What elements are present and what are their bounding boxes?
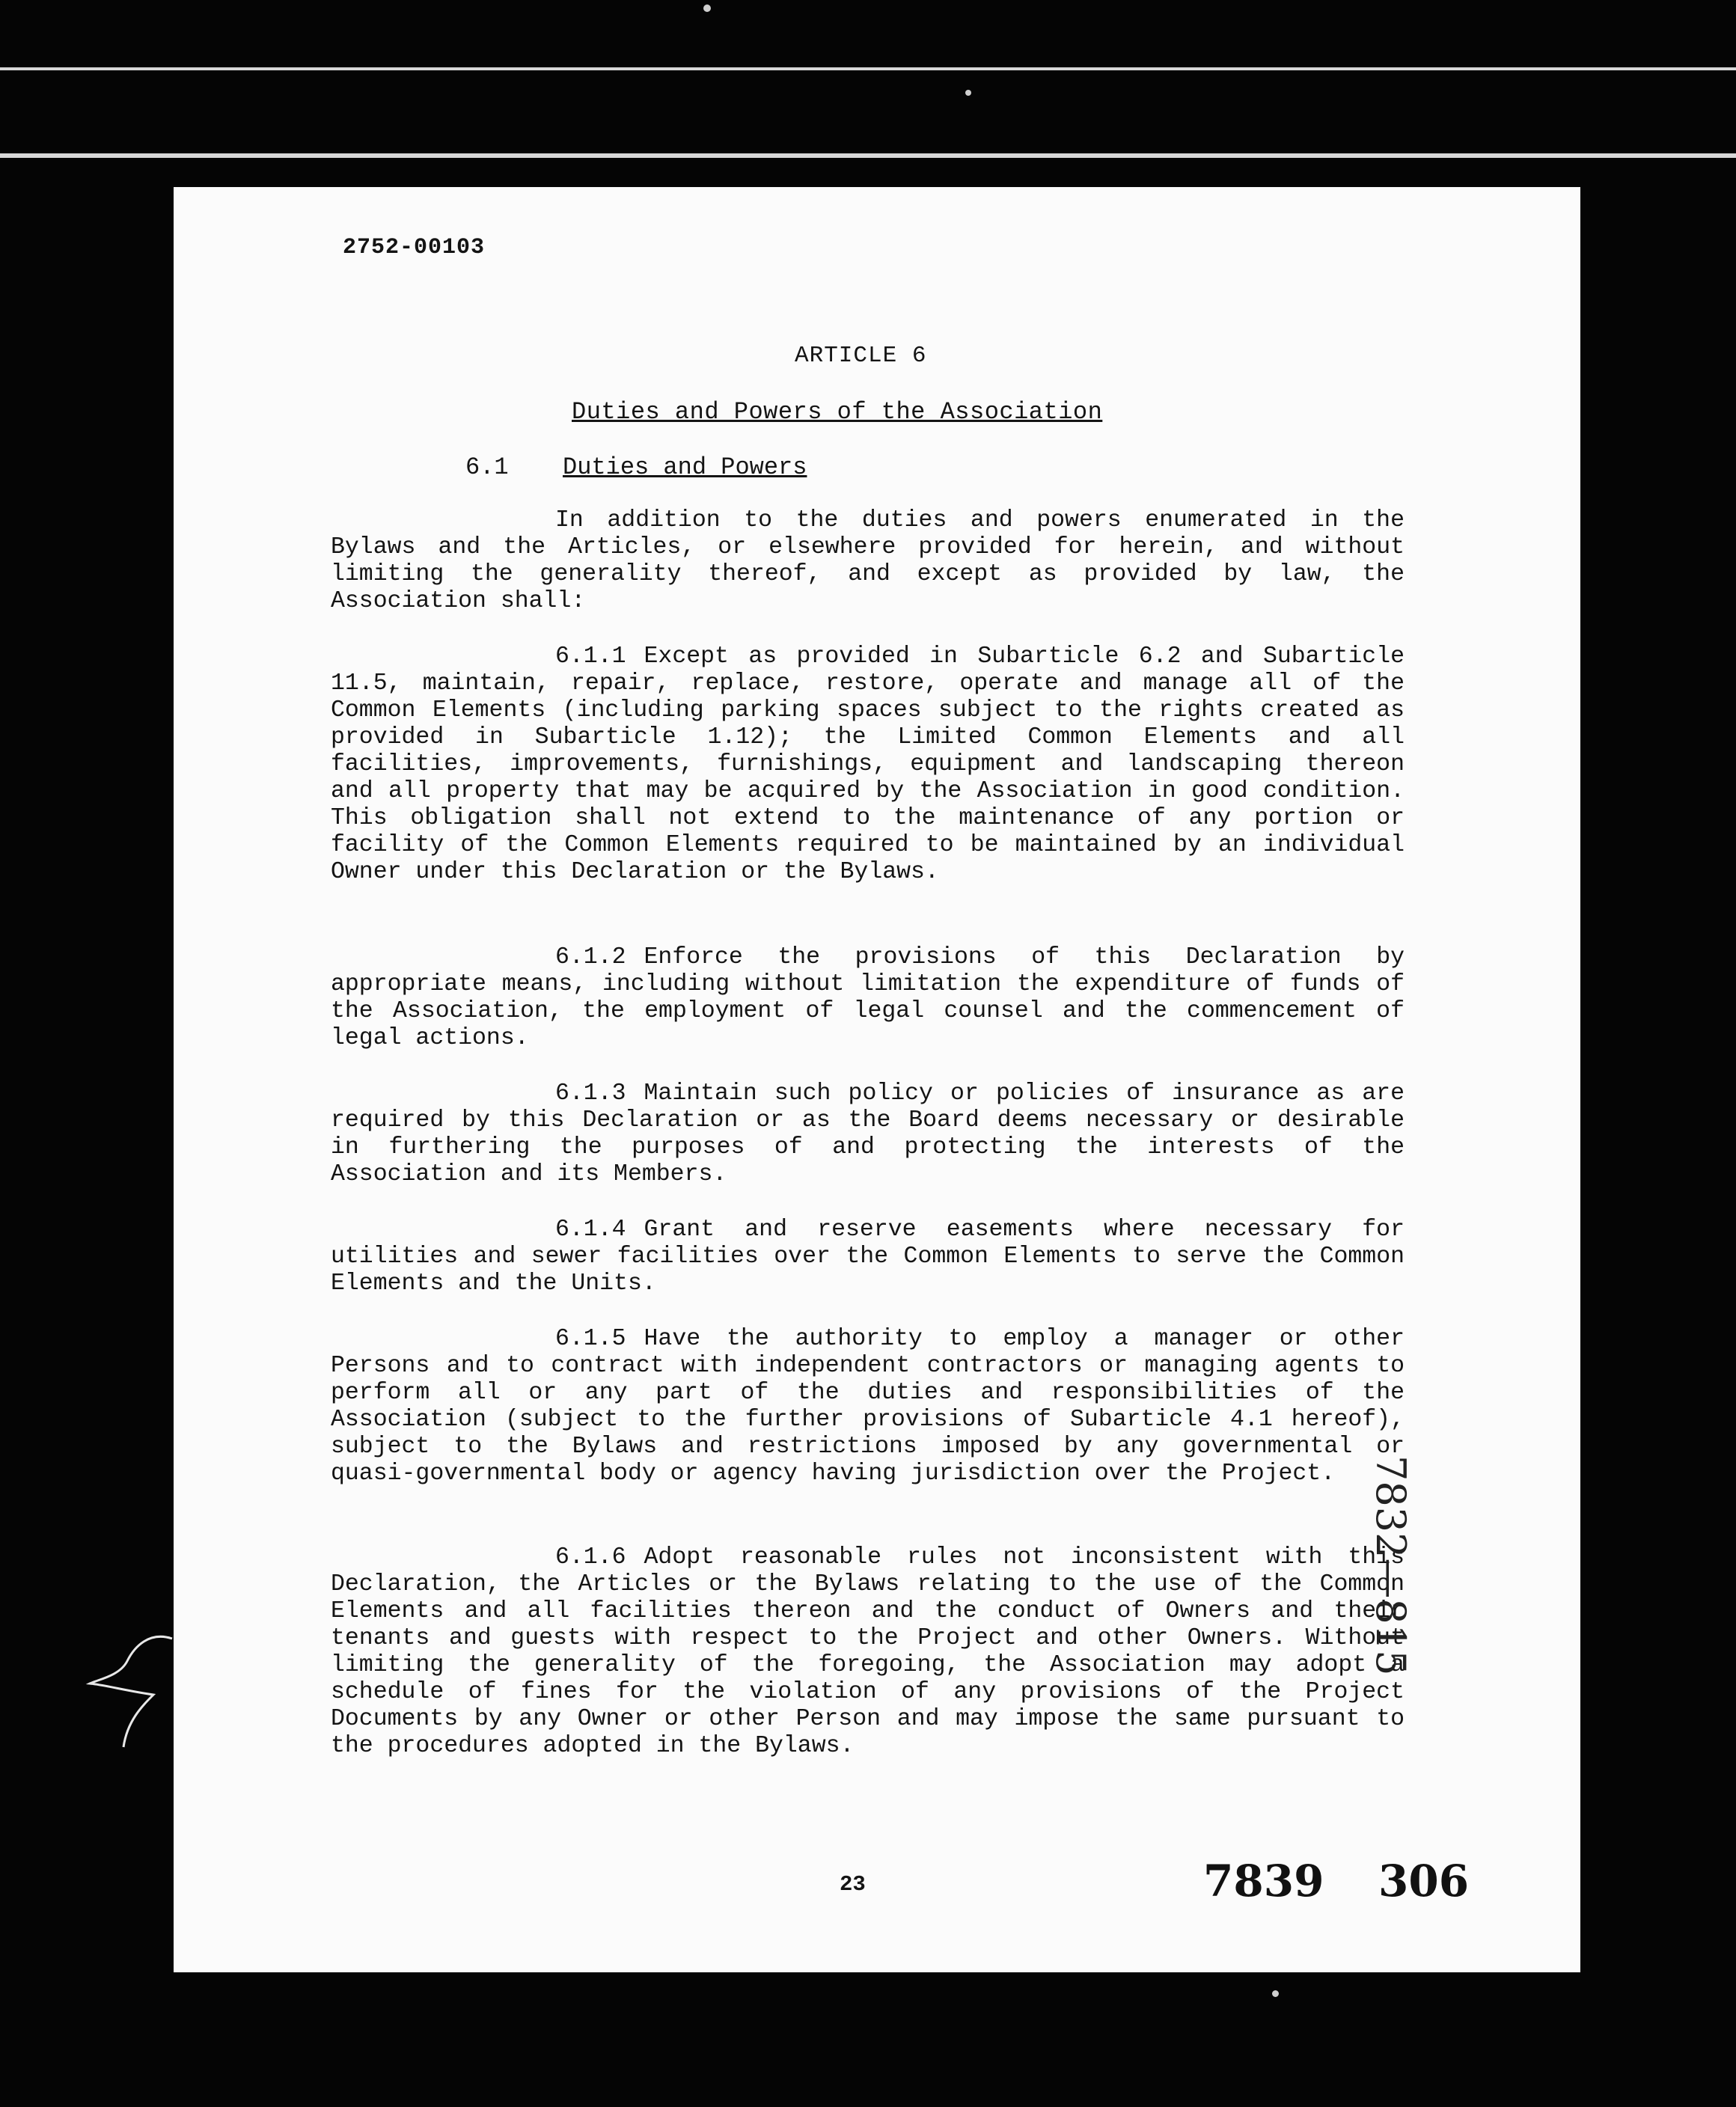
scan-speck — [965, 90, 971, 96]
scan-edge-line-top — [0, 67, 1736, 70]
subsection-text: Adopt reasonable rules not inconsistent with this Declaration, the Articles or the Bylaws relating to the use of the Common Elements and all facilities thereon and the conduct of Owners and their tenants and guests with respect to the Project and other Owners. Without limiting the generality of the foregoing, the Association may adopt a schedule of fines for the violation of any provisions of the Project Documents by any Owner or other Person and may impose the same pursuant to the procedures adopted in the Bylaws. — [331, 1544, 1405, 1759]
subsection-6-1-1 — [331, 643, 1405, 886]
article-title: ARTICLE 6 — [795, 343, 927, 369]
subsection-6-1-3 — [331, 1080, 1405, 1188]
article-heading: Duties and Powers of the Association — [572, 398, 1103, 426]
subsection-number: 6.1.2 — [555, 944, 626, 970]
intro-paragraph — [331, 507, 1405, 615]
handwritten-margin-note: 7832—815 — [1367, 1455, 1414, 1676]
subsection-6-1-2 — [331, 944, 1405, 1052]
page-number: 23 — [840, 1872, 866, 1897]
section-number: 6.1 — [465, 453, 509, 481]
subsection-number: 6.1.1 — [555, 643, 626, 670]
scan-speck — [703, 4, 711, 12]
subsection-text: Have the authority to employ a manager or other Persons and to contract with independent contractors or managing agents to perform all or any part of the duties and responsibilities of the Association (subject to the further provisions of Subarticle 4.1 hereof), subject to the Bylaws and restrictions imposed by any governmental or quasi-governmental body or agency having jurisdiction over the Project. — [331, 1326, 1405, 1487]
subsection-number: 6.1.4 — [555, 1217, 626, 1243]
subsection-6-1-4 — [331, 1217, 1405, 1297]
subsection-number: 6.1.5 — [555, 1326, 626, 1352]
section-title: Duties and Powers — [563, 453, 807, 481]
subsection-text: Maintain such policy or policies of insurance as are required by this Declaration or as the Board deems necessary or desirable in furthering the purposes of and protecting the interests of the Association and its Members. — [331, 1080, 1405, 1187]
document-number: 2752-00103 — [343, 235, 486, 260]
scan-edge-line-lower — [0, 153, 1736, 158]
subsection-6-1-6 — [331, 1544, 1405, 1760]
subsection-6-1-5 — [331, 1326, 1405, 1487]
recording-stamp-book: 7839 — [1203, 1856, 1324, 1906]
document-page — [174, 187, 1580, 1972]
scan-speck — [1272, 1990, 1279, 1997]
subsection-text: Enforce the provisions of this Declaration by appropriate means, including without limitation the expenditure of funds of the Association, the employment of legal counsel and the commencement of legal actions. — [331, 944, 1405, 1051]
subsection-text: Grant and reserve easements where necessary for utilities and sewer facilities over the Common Elements to serve the Common Elements and the Units. — [331, 1217, 1405, 1297]
subsection-number: 6.1.6 — [555, 1544, 626, 1571]
pen-mark-icon — [82, 1624, 187, 1751]
recording-stamp-page: 306 — [1378, 1856, 1470, 1906]
intro-text: In addition to the duties and powers enumerated in the Bylaws and the Articles, or elsewhere provided for herein, and without limiting the generality thereof, and except as provided by law, the Association shall: — [331, 507, 1405, 614]
subsection-text: Except as provided in Subarticle 6.2 and Subarticle 11.5, maintain, repair, replace, restore, operate and manage all of the Common Elements (including parking spaces subject to the rights created as provided in Subarticle 1.12); the Limited Common Elements and all facilities, improvements, furnishings, equipment and landscaping thereon and all property that may be acquired by the Association in good condition. This obligation shall not extend to the maintenance of any portion or facility of the Common Elements required to be maintained by an individual Owner under this Declaration or the Bylaws. — [331, 643, 1405, 885]
subsection-number: 6.1.3 — [555, 1080, 626, 1107]
